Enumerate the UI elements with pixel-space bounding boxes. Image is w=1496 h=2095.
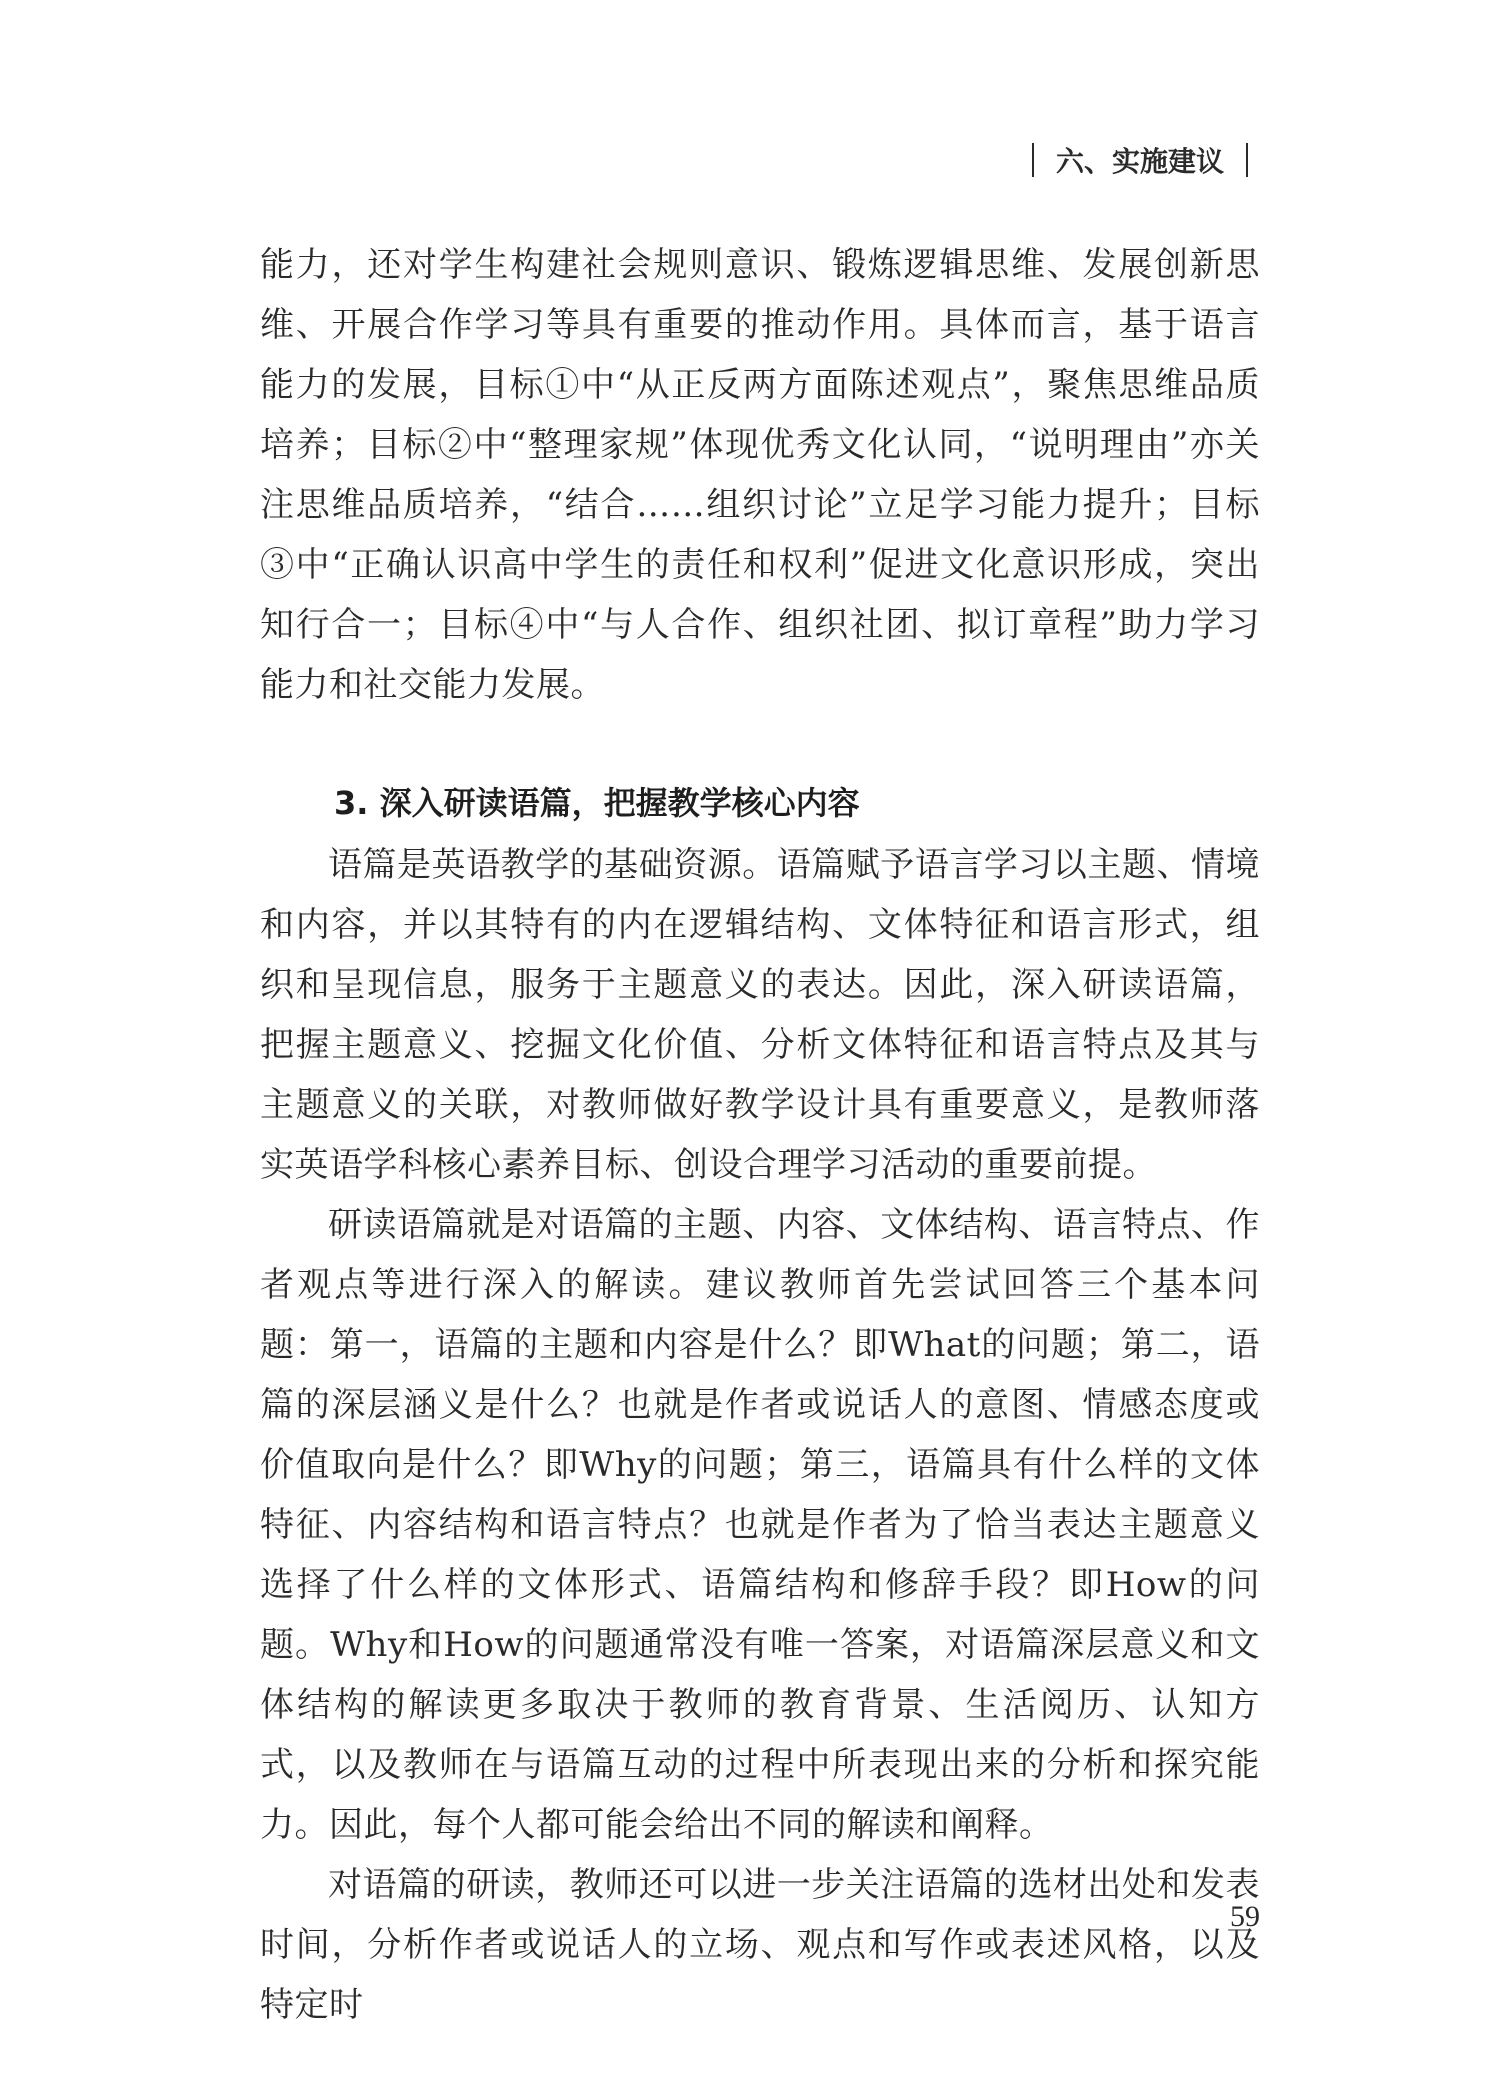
paragraph-continued: 能力，还对学生构建社会规则意识、锻炼逻辑思维、发展创新思维、开展合作学习等具有重要的推动作用。具体而言，基于语言能力的发展，目标①中“从正反两方面陈述观点”，聚焦思维品质培养；目标②中“整理家规”体现优秀文化认同，“说明理由”亦关注思维品质培养，“结合……组织讨论”立足学习能力提升；目标③中“正确认识高中学生的责任和权利”促进文化意识形成，突出知行合一；目标④中“与人合作、组织社团、拟订章程”助力学习能力和社交能力发展。 xyxy=(260,245,1260,705)
paragraph-3: 对语篇的研读，教师还可以进一步关注语篇的选材出处和发表时间，分析作者或说话人的立场、观点和写作或表述风格，以及特定时 xyxy=(260,1865,1260,2025)
page-number: 59 xyxy=(1230,1900,1260,1933)
header-section-title: 六、实施建议 xyxy=(1055,145,1224,178)
header-divider-right xyxy=(1246,143,1248,177)
page-body xyxy=(260,235,1260,2035)
running-header xyxy=(1010,140,1270,180)
header-divider-left xyxy=(1032,143,1034,177)
paragraph-1: 语篇是英语教学的基础资源。语篇赋予语言学习以主题、情境和内容，并以其特有的内在逻辑结构、文体特征和语言形式，组织和呈现信息，服务于主题意义的表达。因此，深入研读语篇，把握主题意义、挖掘文化价值、分析文体特征和语言特点及其与主题意义的关联，对教师做好教学设计具有重要意义，是教师落实英语学科核心素养目标、创设合理学习活动的重要前提。 xyxy=(260,845,1260,1185)
section-heading: 3. 深入研读语篇，把握教学核心内容 xyxy=(334,784,860,822)
paragraph-2: 研读语篇就是对语篇的主题、内容、文体结构、语言特点、作者观点等进行深入的解读。建议教师首先尝试回答三个基本问题：第一，语篇的主题和内容是什么？即What的问题；第二，语篇的深层涵义是什么？也就是作者或说话人的意图、情感态度或价值取向是什么？即Why的问题；第三，语篇具有什么样的文体特征、内容结构和语言特点？也就是作者为了恰当表达主题意义选择了什么样的文体形式、语篇结构和修辞手段？即How的问题。Why和How的问题通常没有唯一答案，对语篇深层意义和文体结构的解读更多取决于教师的教育背景、生活阅历、认知方式，以及教师在与语篇互动的过程中所表现出来的分析和探究能力。因此，每个人都可能会给出不同的解读和阐释。 xyxy=(260,1205,1260,1845)
